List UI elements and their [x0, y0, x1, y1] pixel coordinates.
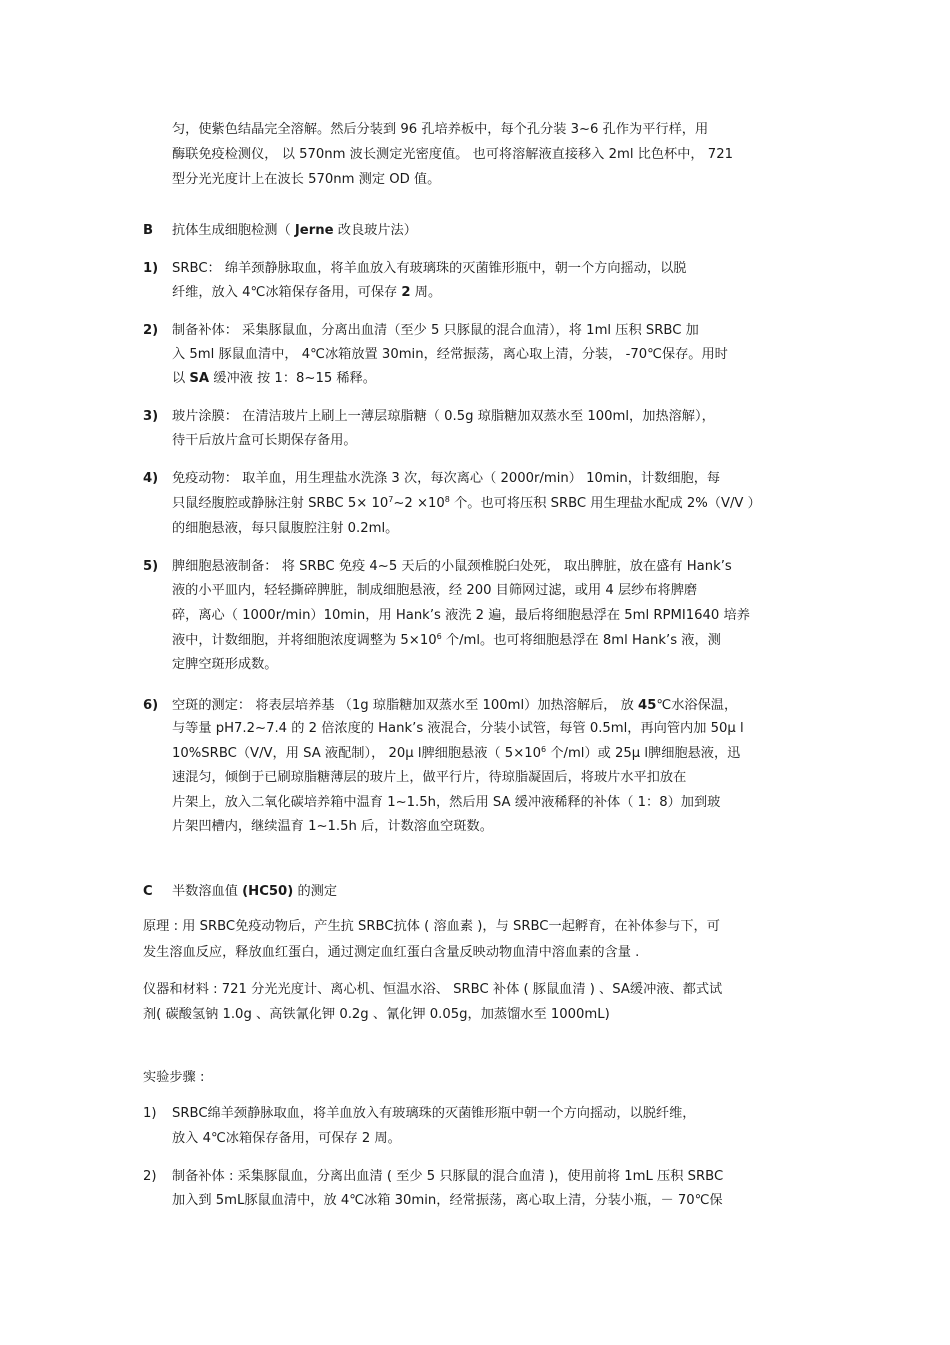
item-5-line-1: 脾细胞悬液制备： 将 SRBC 免疫 4~5 天后的小鼠颈椎脱臼处死， 取出脾脏，放在盛有 Hank’s	[172, 559, 732, 574]
item-number: 1)	[143, 261, 159, 276]
item-1-line-1: SRBC： 绵羊颈静脉取血，将羊血放入有玻璃珠的灭菌锥形瓶中，朝一个方向摇动，以脱	[172, 261, 687, 276]
step-2-line-1: 制备补体 : 采集豚鼠血，分离出血清 ( 至少 5 只豚鼠的混合血清 )，使用前将 1mL 压积 SRBC	[172, 1169, 724, 1184]
item-2-line-3: 以 SA 缓冲液 按 1：8~15 稀释。	[172, 371, 376, 386]
item-5-line-3: 碎，离心（ 1000r/min）10min，用 Hank’s 液洗 2 遍，最后将细胞悬浮在 5ml RPMI1640 培养	[172, 608, 750, 623]
step-2-line-2: 加入到 5mL豚鼠血清中，放 4℃冰箱 30min，经常振荡，离心取上清，分装小瓶，－ 70℃保	[172, 1193, 723, 1208]
section-c-title: 半数溶血值 (HC50) 的测定	[172, 884, 338, 899]
item-6-line-5: 片架上，放入二氧化碳培养箱中温育 1~1.5h，然后用 SA 缓冲液稀释的补体（ 1：8）加到玻	[172, 795, 721, 810]
intro-line-1: 匀，使紫色结晶完全溶解。然后分装到 96 孔培养板中，每个孔分装 3~6 孔作为平行样，用	[172, 122, 709, 137]
steps-label: 实验步骤 :	[143, 1070, 205, 1085]
step-number: 2)	[143, 1169, 157, 1184]
item-6-line-4: 速混匀，倾倒于已刷琼脂糖薄层的玻片上，做平行片，待琼脂凝固后，将玻片水平扣放在	[172, 770, 687, 785]
section-b-letter: B	[143, 223, 154, 238]
item-number: 3)	[143, 409, 159, 424]
section-b-title: 抗体生成细胞检测（ Jerne 改良玻片法）	[172, 223, 417, 238]
item-6-line-6: 片架凹槽内，继续温育 1~1.5h 后，计数溶血空斑数。	[172, 819, 493, 834]
item-6-line-2: 与等量 pH7.2~7.4 的 2 倍浓度的 Hank’s 液混合，分装小试管，每管 0.5ml，再向管内加 50μ l	[172, 721, 744, 736]
item-5-line-4: 液中，计数细胞，并将细胞浓度调整为 $5\times 10^6$ 个/ml。也可将细胞悬浮在 8ml Hank’s 液，测	[172, 632, 721, 648]
section-c-letter: C	[143, 884, 153, 899]
item-3-line-2: 待干后放片盒可长期保存备用。	[172, 433, 357, 448]
principle-line-1: 原理 : 用 SRBC免疫动物后，产生抗 SRBC抗体 ( 溶血素 )，与 SRBC一起孵育，在补体参与下，可	[143, 919, 720, 934]
item-4-line-1: 免疫动物： 取羊血，用生理盐水洗涤 3 次，每次离心（ 2000r/min） 10min，计数细胞，每	[172, 471, 721, 486]
intro-line-3: 型分光光度计上在波长 570nm 测定 OD 值。	[172, 172, 441, 187]
item-number: 5)	[143, 559, 159, 574]
item-6-line-1: 空斑的测定： 将表层培养基 （1g 琼脂糖加双蒸水至 100ml）加热溶解后， 放 45℃水浴保温，	[172, 698, 738, 713]
item-number: 4)	[143, 471, 159, 486]
item-number: 2)	[143, 323, 159, 338]
item-2-line-1: 制备补体： 采集豚鼠血，分离出血清（至少 5 只豚鼠的混合血清），将 1ml 压积 SRBC 加	[172, 323, 699, 338]
item-1-line-2: 纤维，放入 4℃冰箱保存备用，可保存 2 周。	[172, 285, 442, 300]
materials-line-2: 剂( 碳酸氢钠 1.0g 、高铁氰化钾 0.2g 、氰化钾 0.05g，加蒸馏水至 1000mL)	[143, 1007, 610, 1022]
item-6-line-3: 10%SRBC（V/V，用 SA 液配制）， 20μ l脾细胞悬液（ $5\times 10^6$ 个/ml）或 25μ l脾细胞悬液，迅	[172, 745, 741, 761]
materials-line-1: 仪器和材料 : 721 分光光度计、离心机、恒温水浴、 SRBC 补体 ( 豚鼠血清 ) 、SA缓冲液、都式试	[143, 982, 723, 997]
step-1-line-1: SRBC绵羊颈静脉取血，将羊血放入有玻璃珠的灭菌锥形瓶中朝一个方向摇动，以脱纤维，	[172, 1106, 696, 1121]
intro-line-2: 酶联免疫检测仪， 以 570nm 波长测定光密度值。 也可将溶解液直接移入 2ml 比色杯中， 721	[172, 147, 733, 162]
item-number: 6)	[143, 698, 159, 713]
principle-line-2: 发生溶血反应，释放血红蛋白，通过测定血红蛋白含量反映动物血清中溶血素的含量 .	[143, 945, 640, 960]
item-3-line-1: 玻片涂膜： 在清洁玻片上刷上一薄层琼脂糖（ 0.5g 琼脂糖加双蒸水至 100ml，加热溶解），	[172, 409, 715, 424]
item-4-line-3: 的细胞悬液，每只鼠腹腔注射 0.2ml。	[172, 521, 399, 536]
step-number: 1)	[143, 1106, 157, 1121]
item-5-line-5: 定脾空斑形成数。	[172, 657, 278, 672]
item-4-line-2: 只鼠经腹腔或静脉注射 SRBC $5\times 10^7\sim 2 \times 10^8$ 个。也可将压积 SRBC 用生理盐水配成 2%（V/V ）	[172, 495, 761, 511]
item-2-line-2: 入 5ml 豚鼠血清中， 4℃冰箱放置 30min，经常振荡，离心取上清，分装， -70℃保存。用时	[172, 347, 728, 362]
item-5-line-2: 液的小平皿内，轻轻撕碎脾脏，制成细胞悬液，经 200 目筛网过滤，或用 4 层纱布将脾磨	[172, 583, 698, 598]
step-1-line-2: 放入 4℃冰箱保存备用，可保存 2 周。	[172, 1131, 401, 1146]
